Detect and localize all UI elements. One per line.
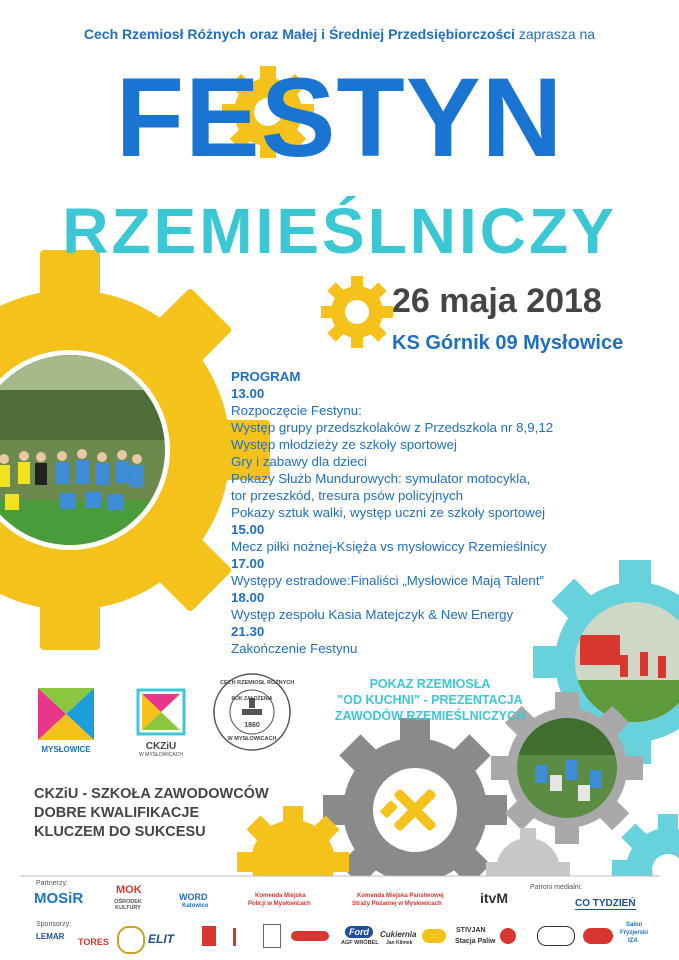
program-item: Występ grupy przedszkolaków z Przedszkola nr 8,9,12	[231, 420, 554, 435]
straz-line2: Straży Pożarnej w Mysłowicach	[352, 901, 442, 907]
program-item: Rozpoczęcie Festynu:	[231, 403, 362, 418]
salon-line1: Salon	[626, 922, 643, 928]
program-item: Pokazy sztuk walki, występ uczni ze szkoły sportowej	[231, 505, 546, 520]
elit-logo: ELIT	[148, 932, 174, 946]
program-item: Zakończenie Festynu	[231, 641, 358, 656]
myslowice-logo	[38, 688, 94, 754]
pokaz-rzemiosla	[300, 676, 560, 724]
sponsor-badge-icon	[117, 926, 145, 954]
program-list	[231, 368, 591, 657]
sponsor-red-circle-icon	[500, 928, 516, 944]
organizer-name: Cech Rzemiosł Różnych oraz Małej i Średniej Przedsiębiorczości	[83, 26, 515, 42]
cech-seal-bottom: W MYSŁOWICACH	[227, 736, 277, 742]
invite-text: zaprasza na	[518, 26, 596, 42]
program-item: Występ młodzieży ze szkoły sportowej	[231, 437, 458, 452]
sponsor-oval-icon	[291, 931, 329, 941]
sponsor-red-oval-icon	[583, 928, 613, 944]
slogan-line1: CKZiU - SZKOŁA ZAWODOWCÓW	[34, 786, 269, 802]
stivjan-sub: Stacja Paliw	[455, 938, 496, 945]
ckziu-label: CKZiU	[145, 741, 177, 752]
program-item: Występ zespołu Kasia Matejczyk & New Energy	[231, 607, 514, 622]
myslowice-label: MYSŁOWICE	[41, 745, 91, 754]
title-festyn-part1: FE	[115, 55, 261, 180]
program-item: tor przeszkód, tresura psów policyjnych	[231, 488, 464, 503]
cukiernia-logo: Cukiernia	[380, 930, 417, 939]
cech-seal-logo	[212, 672, 295, 752]
stivjan-logo: STIVJAN	[456, 927, 486, 934]
policja-line1: Komenda Miejska	[255, 893, 306, 899]
program-item: Mecz piłki nożnej-Księża vs mysłowiccy Rzemieślnicy	[231, 539, 547, 554]
cukiernia-sub: Jan Klimek	[386, 940, 413, 946]
ckziu-logo	[135, 688, 187, 758]
event-venue: KS Górnik 09 Mysłowice	[392, 332, 624, 354]
sponsor-red-box-icon	[202, 926, 216, 946]
title-festyn	[0, 55, 679, 180]
slogan-line3: KLUCZEM DO SUKCESU	[34, 824, 206, 840]
policja-line2: Policji w Mysłowicach	[248, 901, 311, 907]
program-time: 18.00	[231, 590, 265, 605]
event-date: 26 maja 2018	[392, 282, 602, 320]
sponsor-outline-oval-icon	[537, 926, 575, 946]
title-festyn-s: S	[260, 55, 337, 180]
salon-line2: Fryzjerski	[620, 930, 649, 936]
itv-logo: itvM	[480, 890, 508, 906]
slogan-line2: DOBRE KWALIFIKACJE	[34, 805, 200, 821]
program-time: 21.30	[231, 624, 265, 639]
co-tydzien-logo: CO TYDZIEŃ	[575, 898, 636, 909]
media-label: Patroni medialni:	[530, 884, 583, 891]
mosir-logo: MOSiR	[34, 890, 84, 907]
ckziu-slogan	[34, 785, 269, 842]
program-item: Występy estradowe:Finaliści „Mysłowice Mają Talent”	[231, 573, 544, 588]
ckziu-emblem-icon	[136, 688, 186, 736]
program-lines	[231, 385, 591, 657]
program-item: Gry i zabawy dla dzieci	[231, 454, 367, 469]
organizer-header	[0, 26, 679, 42]
mok-sub: OŚRODEK KULTURY	[114, 899, 142, 911]
program-title: PROGRAM	[231, 369, 301, 384]
title-festyn-part2: TYN	[336, 55, 564, 180]
lemar-logo: LEMAR	[36, 932, 65, 941]
program-time: 15.00	[231, 522, 265, 537]
pokaz-line2: "OD KUCHNI" - PREZENTACJA	[337, 693, 523, 707]
program-item: Pokazy Służb Mundurowych: symulator motocykla,	[231, 471, 531, 486]
program-time: 13.00	[231, 386, 265, 401]
sponsor-crest-icon	[263, 924, 281, 948]
program-time: 17.00	[231, 556, 265, 571]
mok-logo: MOK	[116, 884, 142, 896]
pokaz-line3: ZAWODÓW RZEMIEŚLNICZYCH	[334, 709, 526, 723]
straz-line1: Komenda Miejska Państwowej	[357, 893, 444, 899]
salon-line3: IZA	[628, 938, 638, 944]
myslowice-emblem-icon	[38, 688, 94, 740]
cech-seal-mid: ROK ZAŁOŻENIA	[231, 696, 273, 702]
partners-label: Partnerzy:	[36, 880, 68, 887]
word-logo: WORD	[179, 892, 208, 902]
sponsors-label: Sponsorzy:	[36, 921, 72, 928]
sponsor-yellow-oval-icon	[422, 929, 446, 943]
word-sub: Katowice	[182, 903, 209, 909]
sponsor-figure-icon	[233, 928, 250, 946]
ford-logo: Ford	[345, 926, 373, 938]
title-rzemieslniczy: RZEMIEŚLNICZY	[62, 195, 617, 267]
cech-seal-year: 1860	[244, 722, 260, 729]
ckziu-sub: W MYSŁOWICACH	[139, 752, 183, 758]
pokaz-line1: POKAZ RZEMIOSŁA	[369, 677, 491, 691]
agf-label: AGF WRÓBEL	[341, 940, 379, 946]
tores-logo: TORES	[78, 937, 109, 947]
cech-seal-top: CECH RZEMIOSŁ RÓŻNYCH	[220, 680, 295, 686]
